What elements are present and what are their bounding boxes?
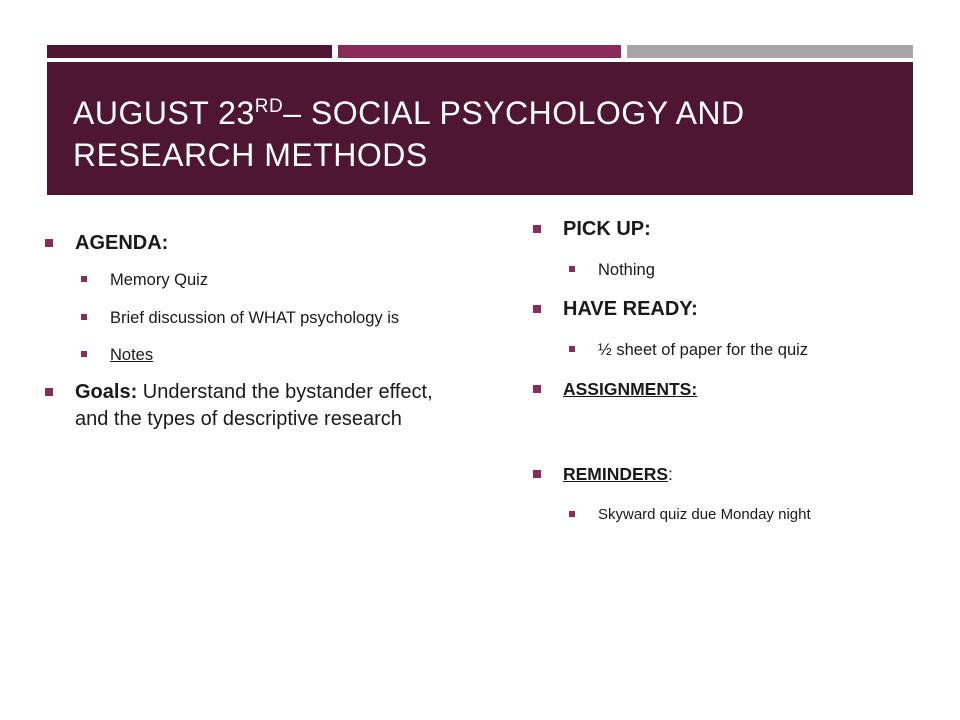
goals-label: Goals: — [75, 381, 138, 403]
title-superscript: RD — [254, 96, 284, 117]
reminders-item-text: Skyward quiz due Monday night — [598, 506, 811, 523]
have-ready-item-text: ½ sheet of paper for the quiz — [598, 341, 809, 359]
agenda-item-text: Memory Quiz — [110, 271, 209, 289]
agenda-item-notes-link[interactable]: Notes — [110, 346, 154, 364]
title-text-date: AUGUST 23 — [73, 95, 255, 131]
left-column — [44, 230, 464, 433]
bullet-assignments — [532, 376, 922, 403]
pickup-item-text: Nothing — [598, 261, 655, 279]
reminders-heading: REMINDERS — [563, 464, 669, 484]
title-band — [47, 62, 913, 195]
square-bullet-icon — [81, 276, 87, 282]
agenda-item-text: Brief discussion of WHAT psychology is — [110, 309, 400, 327]
accent-bar-magenta — [338, 45, 621, 58]
agenda-item — [44, 306, 464, 330]
have-ready-heading: HAVE READY: — [563, 298, 698, 320]
right-column — [532, 216, 922, 527]
bullet-pickup — [532, 216, 922, 243]
bullet-have-ready — [532, 296, 922, 323]
reminders-colon: : — [668, 464, 673, 484]
square-bullet-icon — [569, 266, 575, 272]
square-bullet-icon — [533, 470, 541, 478]
square-bullet-icon — [569, 511, 575, 517]
have-ready-item — [532, 338, 922, 362]
square-bullet-icon — [533, 385, 541, 393]
square-bullet-icon — [81, 351, 87, 357]
square-bullet-icon — [81, 314, 87, 320]
assignments-heading: ASSIGNMENTS: — [563, 379, 698, 399]
bullet-agenda — [44, 230, 464, 257]
pickup-heading: PICK UP: — [563, 218, 651, 240]
bullet-reminders — [532, 461, 922, 488]
slide-title — [73, 92, 913, 176]
accent-bar-gray — [627, 45, 913, 58]
goals-text: Understand the bystander effect, and the types of descriptive research — [75, 381, 433, 430]
reminders-item — [532, 503, 922, 527]
agenda-item — [44, 343, 464, 367]
square-bullet-icon — [45, 239, 53, 247]
bullet-goals — [44, 379, 464, 433]
square-bullet-icon — [569, 346, 575, 352]
square-bullet-icon — [533, 305, 541, 313]
square-bullet-icon — [533, 225, 541, 233]
pickup-item — [532, 258, 922, 282]
square-bullet-icon — [45, 388, 53, 396]
agenda-heading: AGENDA: — [75, 232, 169, 254]
agenda-item — [44, 268, 464, 292]
title-text-topic: – SOCIAL PSYCHOLOGY AND RESEARCH METHODS — [73, 95, 745, 173]
accent-bar-dark — [47, 45, 332, 58]
